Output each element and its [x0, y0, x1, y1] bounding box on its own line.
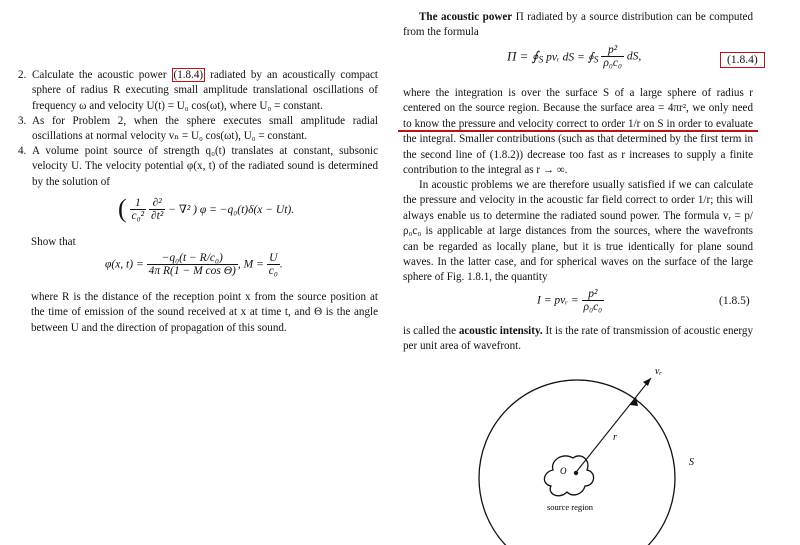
intensity-equation-number: (1.8.5) — [719, 295, 750, 307]
source-region-blob — [544, 456, 593, 496]
s-label: S — [689, 457, 694, 468]
problem-4-closing: where R is the distance of the reception point x from the source position at the time of emission of the sound received at x at time t, and Θ is the angle between U and the direction of propagation of this sound. — [31, 291, 378, 334]
wave-eq-frac2-den: ∂t² — [150, 209, 164, 222]
power-equation-number[interactable] — [720, 54, 765, 66]
red-underline — [398, 130, 758, 132]
intensity-eq-lhs: I = pvᵣ = — [537, 294, 582, 307]
problem-2-text-b: radiated by an acoustically compact sphere of radius R executing small amplitude translational oscillations of frequency ω and velocity U(t) = U₀ cos(ωt), where U₀ = constant. — [32, 69, 379, 112]
power-eq-lhs: Π = ∮ — [507, 48, 539, 64]
acoustic-power-term: The acoustic power — [419, 11, 513, 23]
intensity-eq-num: p² — [582, 288, 605, 301]
paragraph-1-highlight: the pressure and velocity correct to order 1/r on S in order to evaluate the integral. — [403, 117, 753, 146]
power-eq-den: ρ₀c₀ — [603, 57, 622, 69]
wave-eq-rest: − ∇² ) φ = −q₀(t)δ(x − Ut). — [165, 204, 295, 216]
paragraph-3 — [403, 324, 753, 355]
intensity-equation — [537, 288, 604, 313]
origin-point — [574, 471, 578, 475]
show-that-label: Show that — [31, 236, 76, 248]
vr-label: vᵣ — [655, 366, 662, 377]
power-equation — [507, 44, 641, 69]
figure-sphere-diagram — [455, 360, 755, 545]
wave-equation: ( $\frac{1}{\text{c₀²}}$ $\frac{\text{∂²}}{\text{∂t²}}$ − ∇² ) φ = −q₀(t)δ(x − Ut). — [118, 194, 295, 223]
solution-m-num: U — [267, 252, 280, 265]
wave-eq-frac2-num: ∂² — [149, 197, 165, 210]
power-equation-number-box: (1.8.4) — [720, 52, 765, 68]
problem-2-number: 2. — [18, 69, 27, 81]
paragraph-3-b: It is the rate of transmission of acoustic energy per unit area of wavefront. — [403, 325, 753, 353]
right-page — [395, 0, 800, 545]
power-eq-num: p² — [601, 44, 624, 57]
solution-m-den: c₀ — [268, 265, 278, 277]
solution-num: −q₀(t − R/c₀) — [147, 252, 238, 265]
source-region-caption: source region — [547, 502, 594, 512]
solution-m-label: , M = — [237, 258, 267, 271]
problem-3 — [18, 114, 378, 145]
intensity-eq-den: ρ₀c₀ — [583, 301, 603, 313]
solution-tail: . — [279, 258, 283, 271]
acoustic-intensity-term: acoustic intensity. — [458, 325, 543, 337]
power-eq-tail: dS, — [623, 50, 642, 63]
paragraph-1-a: where the integration is over the surface S of a large sphere of radius r centered on the source region. Because the surface area = 4πr², we only need to know — [403, 87, 753, 130]
problem-4-text: A volume point source of strength q₀(t) translates at constant, subsonic velocity U. The velocity potential φ(x, t) of the radiated sound is determined by the solution of — [32, 145, 378, 188]
problem-4-number: 4. — [18, 145, 27, 157]
solution-den: 4π R(1 − M cos Θ) — [148, 265, 236, 277]
solution-lhs: φ(x, t) = — [105, 258, 147, 271]
paragraph-2: In acoustic problems we are therefore usually satisfied if we can calculate the pressure and velocity in the acoustic far field correct to order 1/r; this will always enable us to determine the radiated sound power. The formula vᵣ = p/ρ₀c₀ is applicable at large distances from the sources, where the wavefronts can be regarded as locally plane, but it is true identically for plane sound waves. In the latter case, and for spherical waves on the surface of the large sphere of Fig. 1.8.1, the quantity — [403, 179, 753, 284]
solution-equation — [105, 252, 283, 277]
power-intro — [403, 10, 753, 41]
equation-reference-1-8-4[interactable]: (1.8.4) — [173, 69, 204, 81]
power-intro-text: Π radiated by a source distribution can be computed from the formula — [403, 11, 753, 39]
problem-3-text: As for Problem 2, when the sphere executes small amplitude radial oscillations at normal velocity vₙ = U₀ cos(ωt), U₀ = constant. — [32, 115, 378, 143]
problem-4 — [18, 144, 378, 190]
wave-eq-frac1-den: c₀² — [131, 209, 145, 222]
left-page — [0, 0, 395, 545]
paragraph-3-a: is called the — [403, 325, 459, 337]
problem-2-text-a: Calculate the acoustic power — [32, 69, 172, 81]
power-eq-sub1: S — [538, 54, 544, 66]
wave-eq-frac1-num: 1 — [130, 197, 147, 210]
o-label: O — [560, 466, 567, 476]
r-label: r — [613, 432, 617, 443]
problem-3-number: 3. — [18, 115, 27, 127]
power-eq-mid: pvᵣ dS = ∮ — [543, 51, 594, 64]
paragraph-1 — [403, 86, 753, 178]
radius-line — [577, 397, 636, 471]
problem-2 — [18, 68, 378, 114]
velocity-arrowhead — [643, 378, 651, 386]
power-eq-sub2: S — [593, 54, 599, 66]
paragraph-1-c: Smaller contributions (such as that determined by the first term in the second line of (1.8.2)) decrease too fast as r increases to supply a finite contribution to the integral as r → ∞. — [403, 133, 754, 177]
